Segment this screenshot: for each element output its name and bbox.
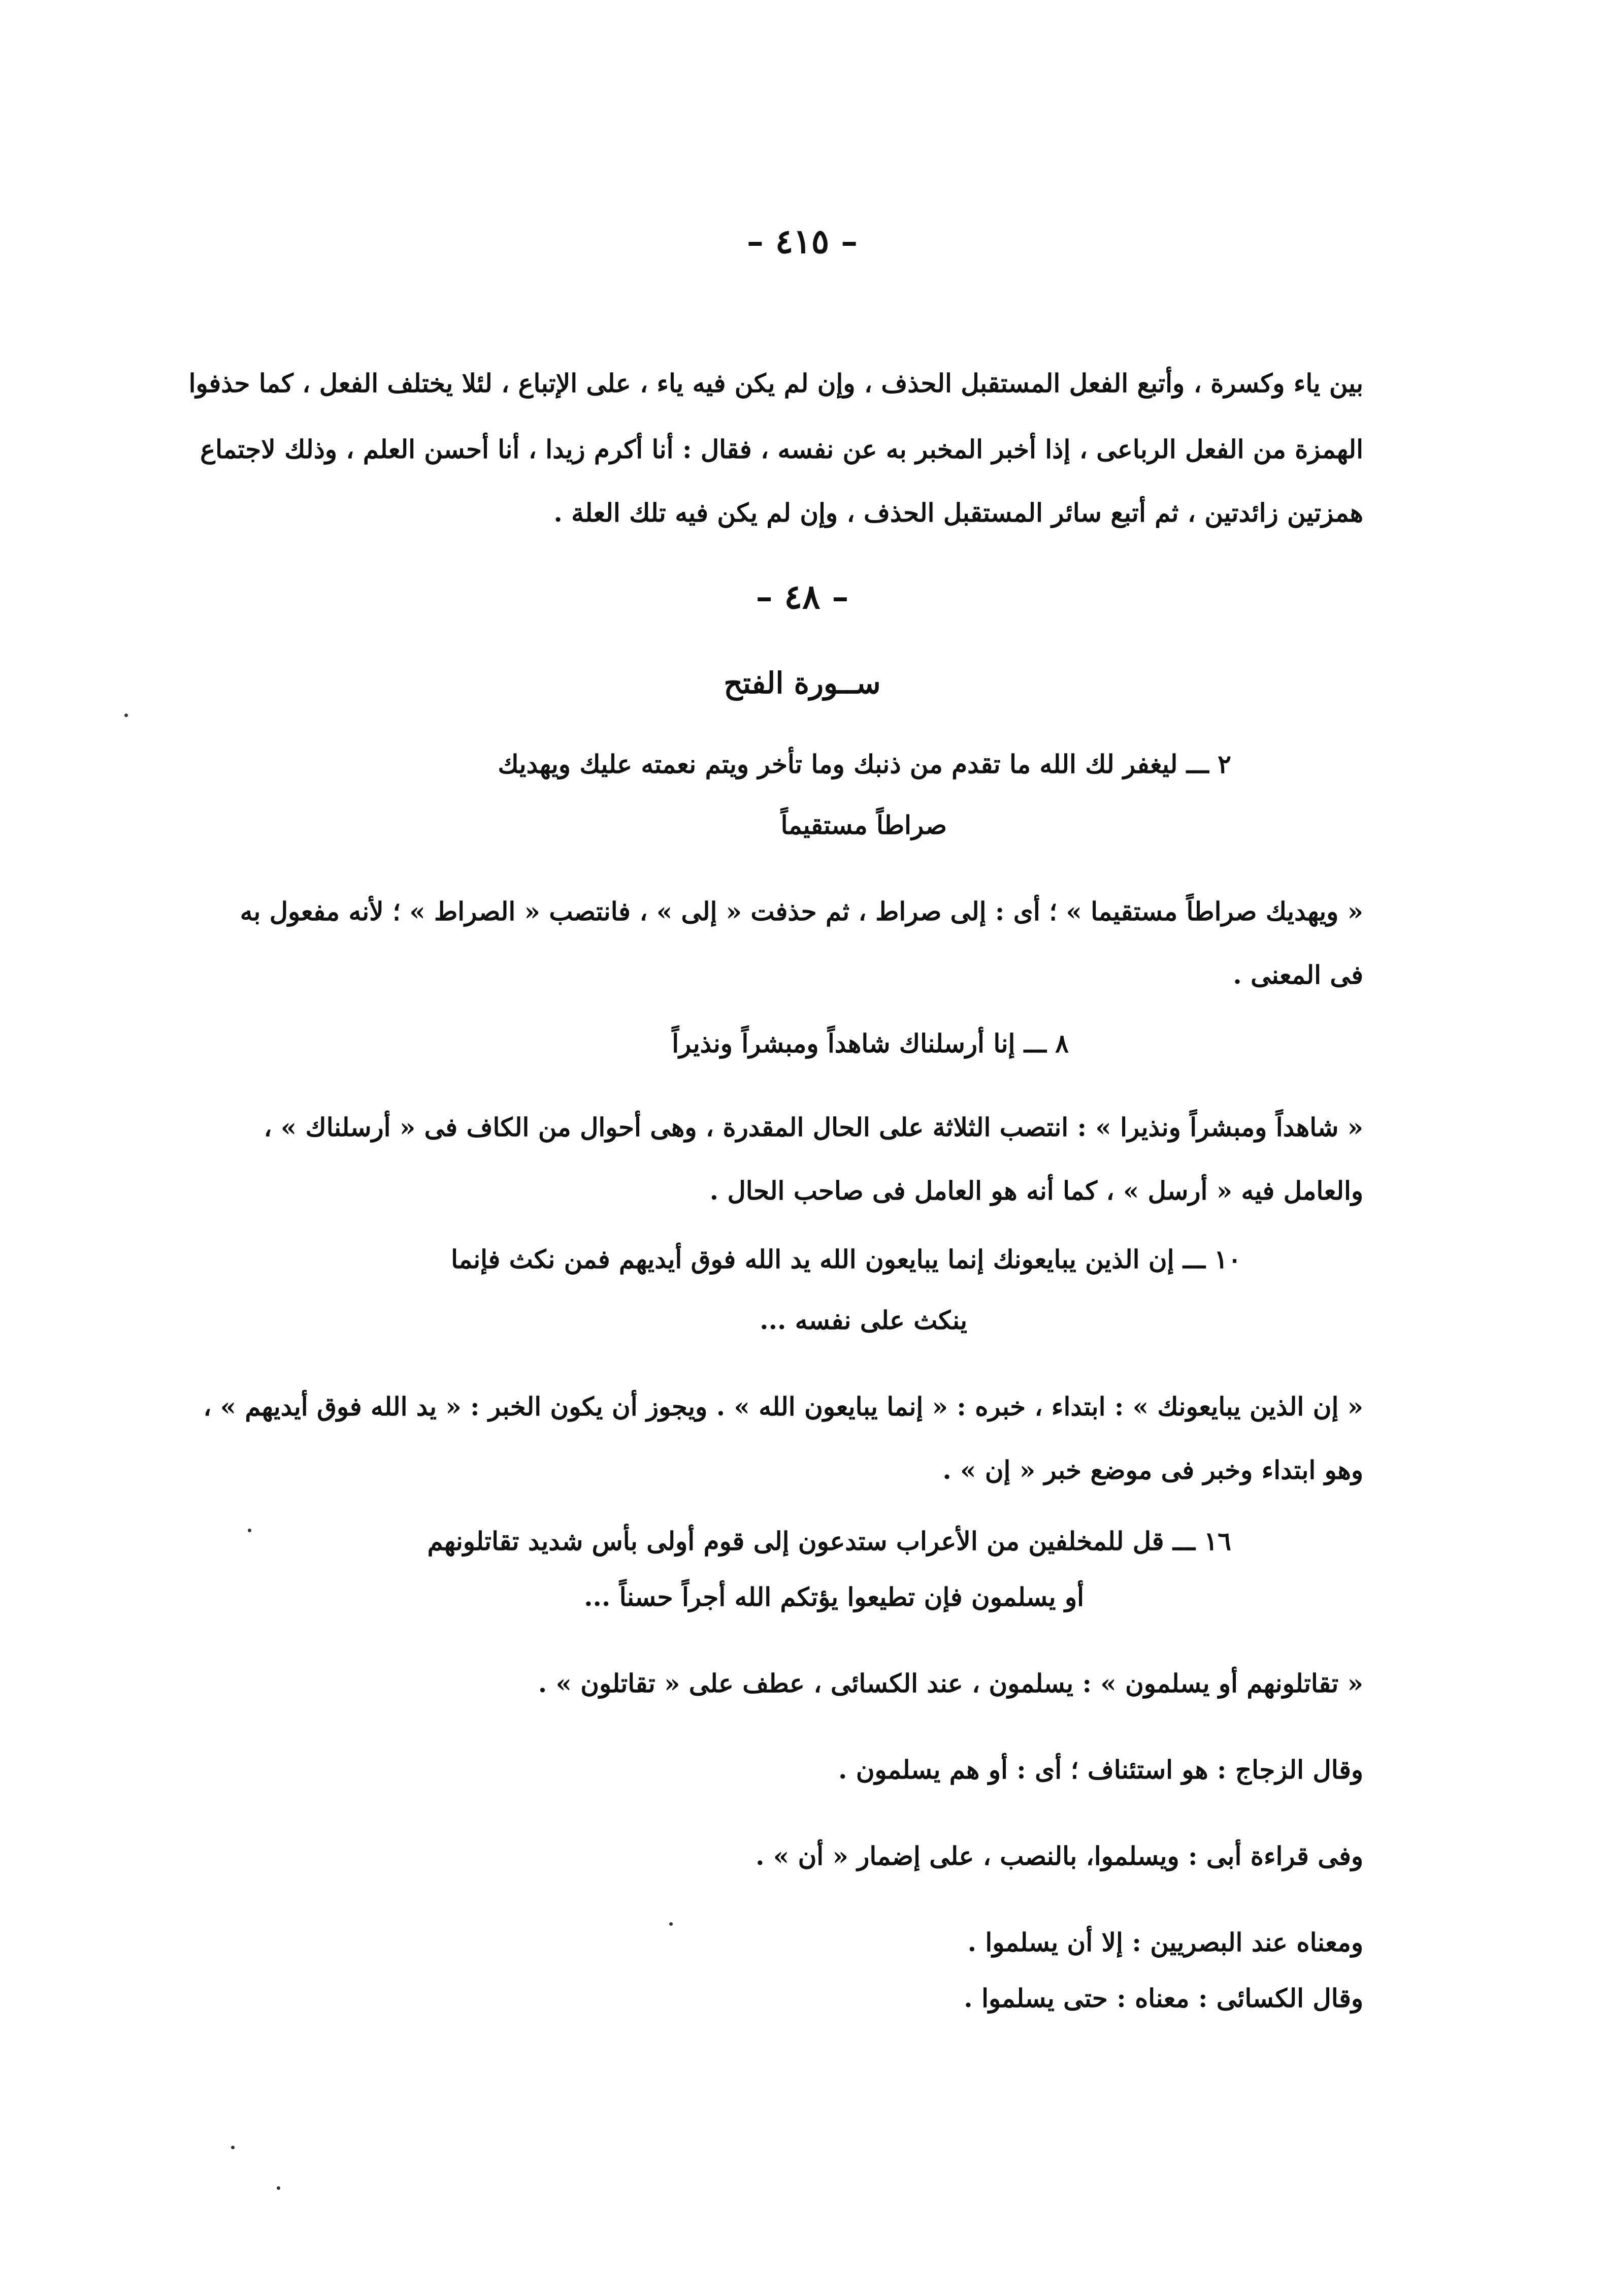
verse-line: ١٠ ـــ إن الذين يبايعونك إنما يبايعون الله يد الله فوق أيديهم فمن نكث فإنما bbox=[451, 1244, 1241, 1274]
verse-line: ٨ ـــ إنا أرسلناك شاهداً ومبشراً ونذيراً bbox=[672, 1028, 1069, 1058]
body-line: بين ياء وكسرة ، وأتبع الفعل المستقبل الحذف ، وإن لم يكن فيه ياء ، على الإتباع ، لئلا يختلف الفعل ، كما حذفوا bbox=[188, 368, 1363, 398]
verse-line: ١٦ ـــ قل للمخلفين من الأعراب ستدعون إلى قوم أولى بأس شديد تقاتلونهم bbox=[427, 1526, 1231, 1556]
closing-line: وقال الزجاج : هو استئناف ؛ أى : أو هم يسلمون . bbox=[838, 1755, 1363, 1785]
verse-line: ينكث على نفسه ... bbox=[760, 1305, 967, 1335]
closing-line: وقال الكسائى : معناه : حتى يسلموا . bbox=[964, 1983, 1363, 2013]
commentary-line: وهو ابتداء وخبر فى موضع خبر « إن » . bbox=[942, 1455, 1363, 1485]
scan-speck bbox=[248, 1529, 251, 1532]
commentary-line: فى المعنى . bbox=[1233, 960, 1363, 990]
sura-title: ســورة الفتح bbox=[724, 666, 881, 700]
verse-line: أو يسلمون فإن تطيعوا يؤتكم الله أجراً حسناً ... bbox=[584, 1582, 1084, 1612]
commentary-line: « تقاتلونهم أو يسلمون » : يسلمون ، عند الكسائى ، عطف على « تقاتلون » . bbox=[538, 1668, 1363, 1698]
scan-speck bbox=[124, 714, 128, 717]
commentary-line: « إن الذين يبايعونك » : ابتداء ، خبره : « إنما يبايعون الله » . ويجوز أن يكون الخبر : « يد الله فوق أيديهم » ، bbox=[203, 1392, 1363, 1421]
commentary-line: والعامل فيه « أرسل » ، كما أنه هو العامل فى صاحب الحال . bbox=[709, 1176, 1363, 1206]
scan-speck bbox=[231, 2146, 235, 2149]
body-line: همزتين زائدتين ، ثم أتبع سائر المستقبل الحذف ، وإن لم يكن فيه تلك العلة . bbox=[553, 498, 1363, 528]
page-number: – ٤١٥ – bbox=[746, 221, 858, 261]
closing-line: وفى قراءة أبى : ويسلموا، بالنصب ، على إضمار « أن » . bbox=[756, 1841, 1363, 1871]
verse-line: ٢ ـــ ليغفر لك الله ما تقدم من ذنبك وما تأخر ويتم نعمته عليك ويهديك bbox=[498, 749, 1231, 779]
scan-speck bbox=[669, 1922, 673, 1926]
commentary-line: « شاهداً ومبشراً ونذيرا » : انتصب الثلاثة على الحال المقدرة ، وهى أحوال من الكاف فى « أرسلناك » ، bbox=[264, 1112, 1363, 1142]
closing-line: ومعناه عند البصريين : إلا أن يسلموا . bbox=[967, 1927, 1363, 1957]
body-line: الهمزة من الفعل الرباعى ، إذا أخبر المخبر به عن نفسه ، فقال : أنا أكرم زيدا ، أنا أحسن العلم ، وذلك لاجتماع bbox=[200, 434, 1363, 464]
verse-line: صراطاً مستقيماً bbox=[780, 810, 947, 840]
commentary-line: « ويهديك صراطاً مستقيما » ؛ أى : إلى صراط ، ثم حذفت « إلى » ، فانتصب « الصراط » ؛ لأنه مفعول به bbox=[240, 896, 1363, 926]
section-number: – ٤٨ – bbox=[756, 577, 849, 617]
scan-speck bbox=[277, 2186, 280, 2190]
